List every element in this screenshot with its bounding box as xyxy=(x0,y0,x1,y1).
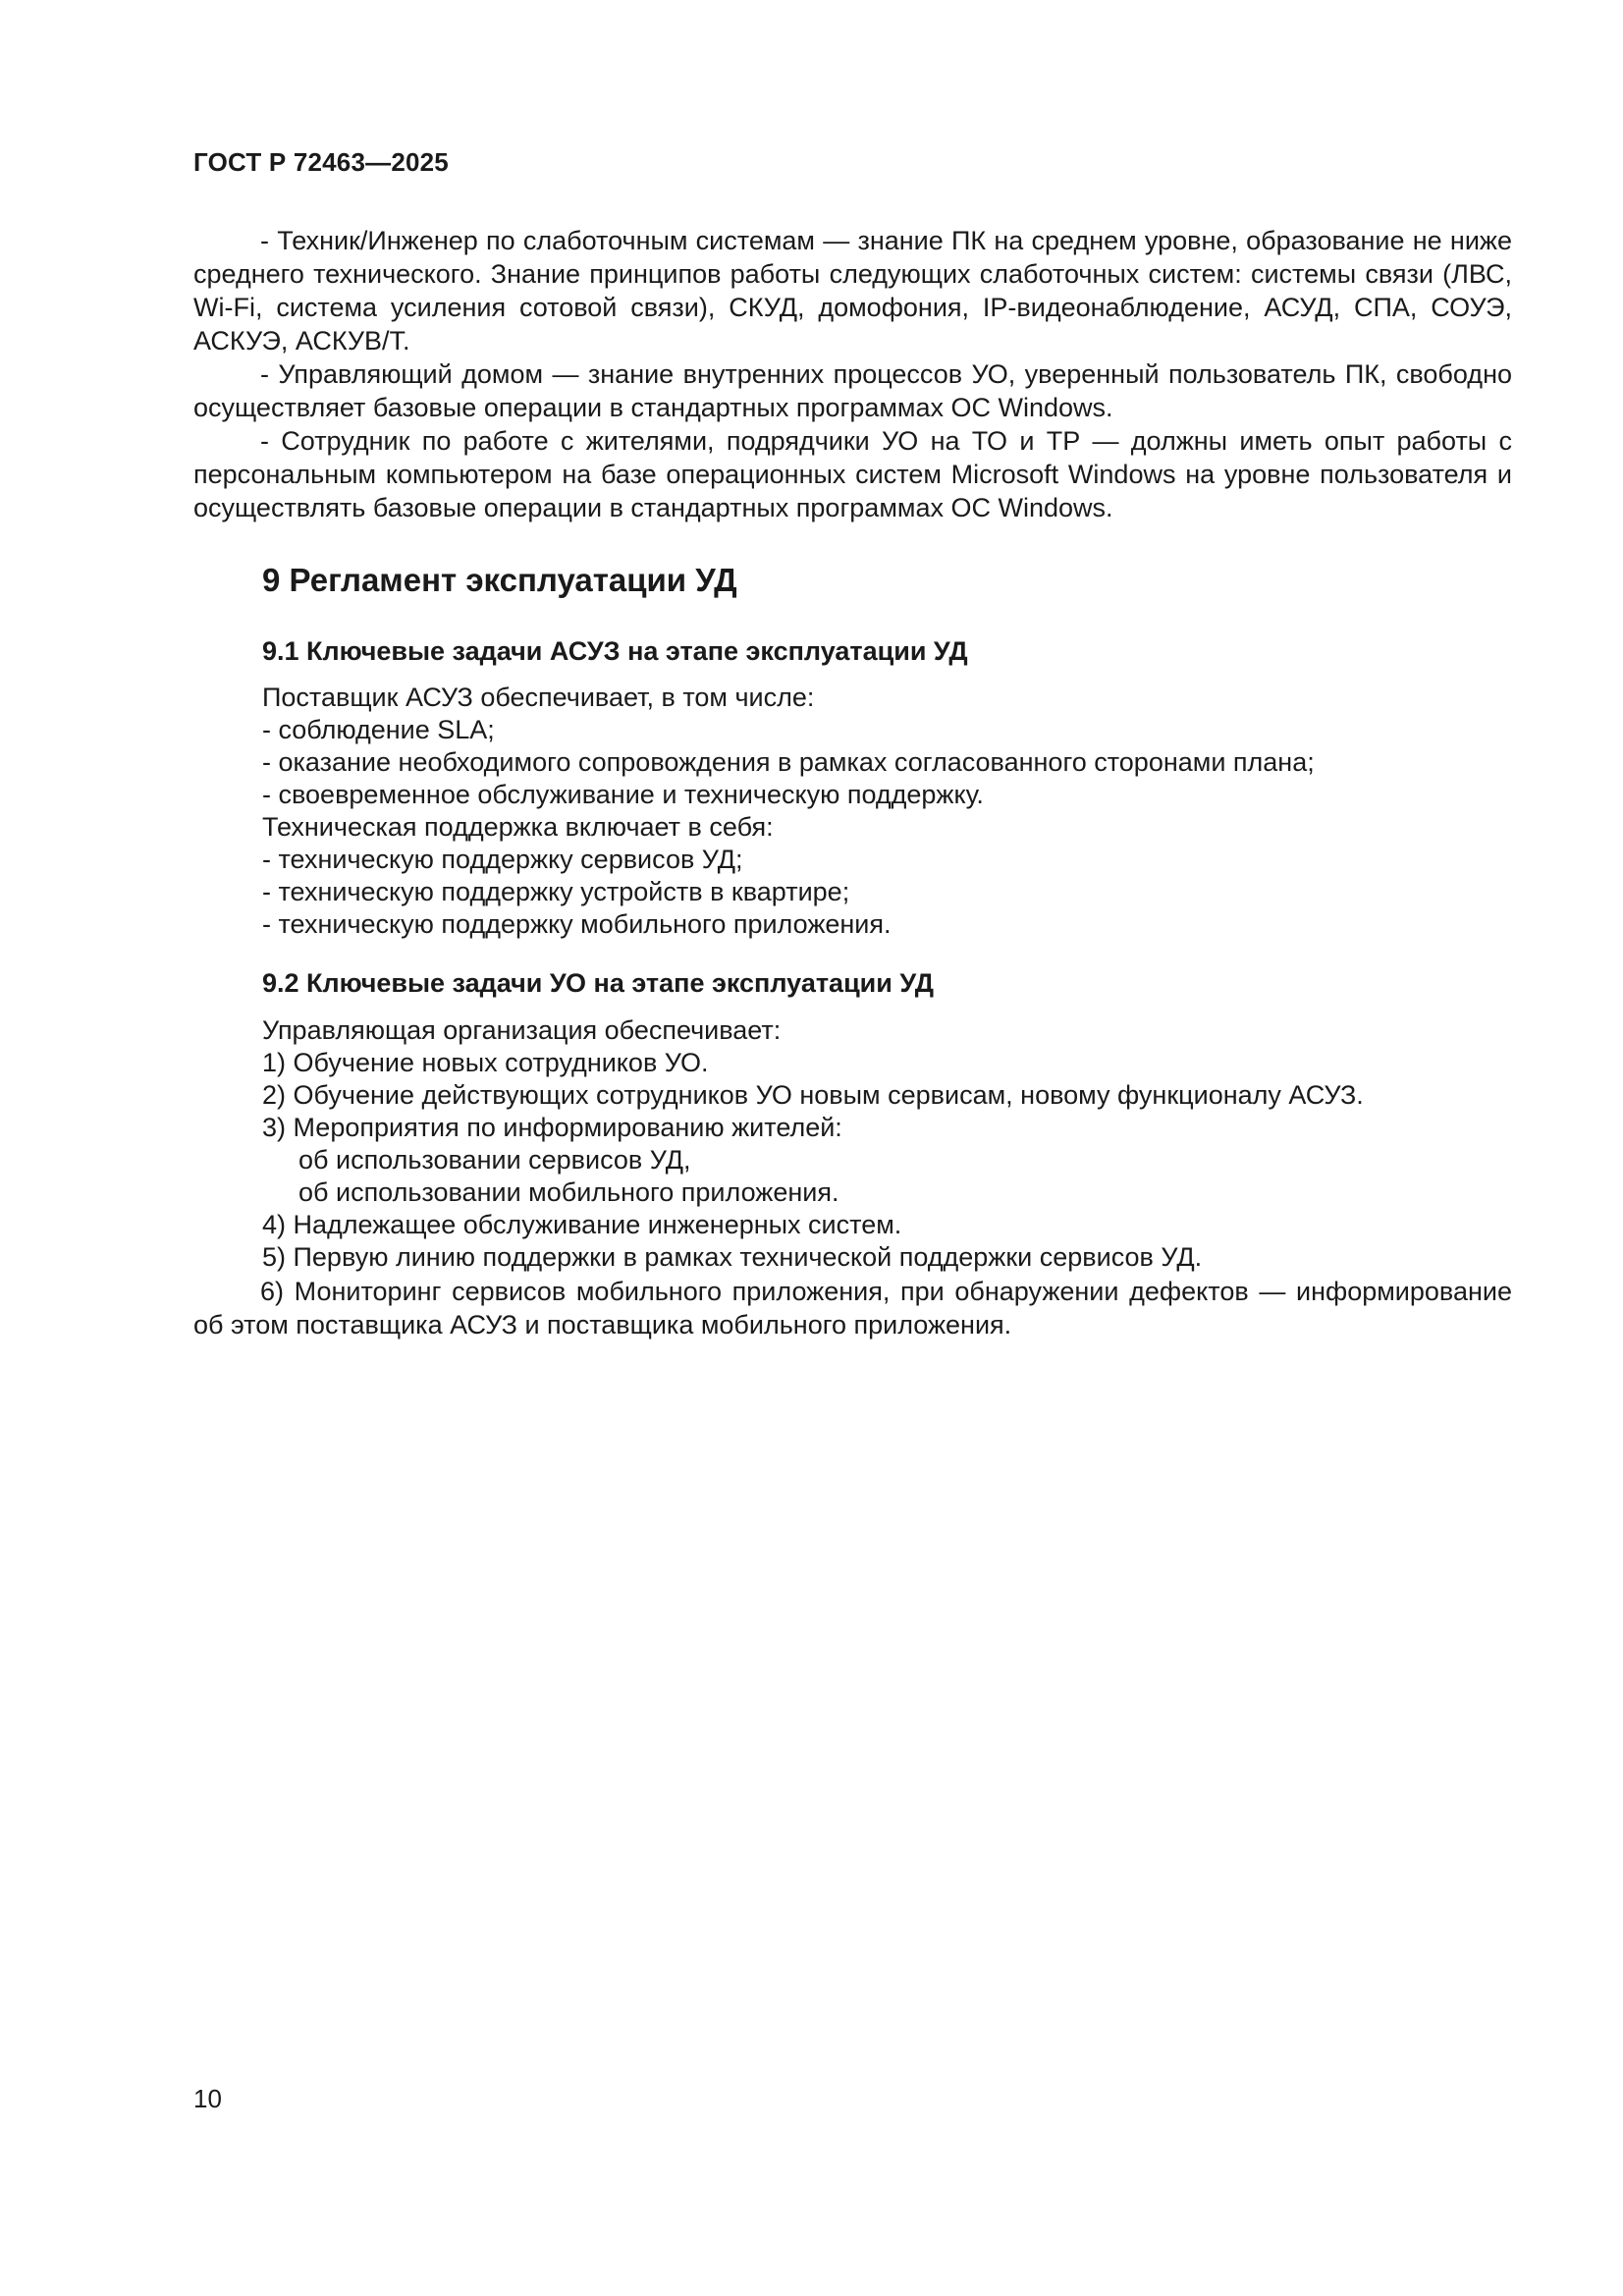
list-item: - своевременное обслуживание и техническую поддержку. xyxy=(262,780,984,809)
list-item: Поставщик АСУЗ обеспечивает, в том числе: xyxy=(262,683,815,712)
list-item: 1) Обучение новых сотрудников УО. xyxy=(262,1048,709,1077)
list-item: 4) Надлежащее обслуживание инженерных систем. xyxy=(262,1210,902,1239)
list-item: 5) Первую линию поддержки в рамках технической поддержки сервисов УД. xyxy=(262,1242,1203,1272)
list-item: - оказание необходимого сопровождения в рамках согласованного сторонами плана; xyxy=(262,747,1315,777)
list-item: Управляющая организация обеспечивает: xyxy=(262,1015,782,1045)
list-item: 3) Мероприятия по информированию жителей: xyxy=(262,1113,842,1142)
subsection-9-2-title: 9.2 Ключевые задачи УО на этапе эксплуатации УД xyxy=(262,968,935,998)
final-paragraph: 6) Мониторинг сервисов мобильного приложения, при обнаружении дефектов — информирование об этом поставщика АСУЗ и поставщика мобильного приложения. xyxy=(193,1277,1512,1339)
subsection-9-1-title: 9.1 Ключевые задачи АСУЗ на этапе эксплуатации УД xyxy=(262,636,968,666)
section-9-title: 9 Регламент эксплуатации УД xyxy=(262,562,737,598)
subsection-9-1-body xyxy=(262,682,1512,941)
intro-paragraph-3: - Сотрудник по работе с жителями, подрядчики УО на ТО и ТР — должны иметь опыт работы с персональным компьютером на базе операционных систем Microsoft Windows на уровне пользователя и осуществлять базовые операции в стандартных программах ОС Windows. xyxy=(193,426,1512,522)
list-item: - соблюдение SLA; xyxy=(262,715,495,744)
list-item: 2) Обучение действующих сотрудников УО новым сервисам, новому функционалу АСУЗ. xyxy=(262,1080,1364,1110)
list-subitem: об использовании сервисов УД, xyxy=(298,1145,691,1175)
list-subitem: об использовании мобильного приложения. xyxy=(298,1177,839,1207)
subsection-9-2-body xyxy=(262,1014,1512,1274)
document-header: ГОСТ Р 72463—2025 xyxy=(193,147,449,177)
intro-paragraph-1: - Техник/Инженер по слаботочным системам — знание ПК на среднем уровне, образование не ниже среднего технического. Знание принципов работы следующих слаботочных систем: системы связи (ЛВС, Wi-Fi, система усиления сотовой связи), СКУД, домофония, IP-видеонаблюдение, АСУД, СПА, СОУЭ, АСКУЭ, АСКУВ/Т. xyxy=(193,226,1512,355)
intro-paragraph-2: - Управляющий домом — знание внутренних процессов УО, уверенный пользователь ПК, свободно осуществляет базовые операции в стандартных программах ОС Windows. xyxy=(193,359,1512,422)
list-item: - техническую поддержку устройств в квартире; xyxy=(262,877,850,906)
list-item: Техническая поддержка включает в себя: xyxy=(262,812,774,842)
page-number: 10 xyxy=(193,2084,222,2113)
list-item: - техническую поддержку мобильного приложения. xyxy=(262,909,892,939)
list-item: - техническую поддержку сервисов УД; xyxy=(262,845,743,874)
